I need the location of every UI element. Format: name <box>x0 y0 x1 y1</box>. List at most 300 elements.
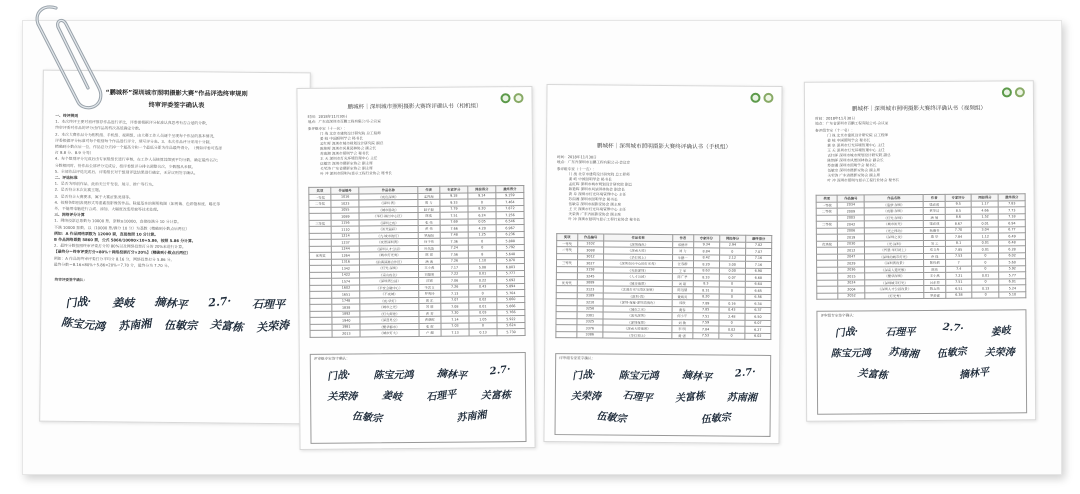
table-cell: 7.53 <box>692 332 718 339</box>
phone-sheet <box>543 84 782 444</box>
table-cell: 王小燕 <box>924 272 945 279</box>
phone-signature-area <box>555 353 772 437</box>
table-cell: 黄 强 <box>672 332 693 339</box>
table-cell: 2052 <box>838 292 865 299</box>
judge-entry: 姜 岐 中国照明学会 秘书长 <box>568 177 612 182</box>
table-cell: 汪春群 <box>672 261 693 268</box>
judge-entry: 关荣涛 广东省摄影家协会 副主席 <box>320 166 373 171</box>
handwritten-signature: 苏南湘 <box>117 317 152 334</box>
judge-entry: 门 战 北京市建筑设计研究院 总工程师 <box>568 172 630 177</box>
table-cell: 7.73 <box>998 207 1025 214</box>
table-cell: 6.51 <box>945 285 972 292</box>
table-cell: 5.660 <box>497 296 525 303</box>
table-cell: 2024 <box>838 279 865 286</box>
phone-judges <box>556 172 776 224</box>
judge-entry: 伍敏宗 深圳市摄影家协会 副主席 <box>827 168 881 173</box>
table-cell <box>556 331 577 338</box>
table-cell: 0.01 <box>972 220 999 227</box>
judge-entry: 门 战 北京市建筑设计研究院 总工程师 <box>319 131 381 136</box>
judge-entry: 叶 冲 深圳市照明与显示工程行业协会 秘书长 <box>320 171 392 176</box>
judge-entry: 关荣涛 广东省摄影家协会 副主席 <box>568 212 622 217</box>
table-cell: 6.967 <box>496 225 524 232</box>
table-cell: 0.01 <box>469 303 497 310</box>
table-cell: 9.14 <box>468 192 496 199</box>
rules-line: 2、本次大赛作品分为相机组、手机组、视频组，由大赛工作人员逐个呈现每个作品的基本情况， <box>55 131 218 139</box>
table-cell: 0.02 <box>719 326 745 333</box>
table-cell: 《前海深港合作区》 <box>360 258 418 265</box>
table-cell: 5.692 <box>497 277 525 284</box>
table-cell: 康 华 <box>924 233 945 240</box>
video-title: 鹏城杯｜深圳城市照明摄影大赛终评确认书（视频组） <box>851 105 987 113</box>
table-cell: 《灯光·深圳》 <box>360 264 418 271</box>
handwritten-signature: 陈宝元鸿 <box>618 370 659 382</box>
table-cell: 6.48 <box>999 239 1026 246</box>
table-cell: 《不夜城》 <box>360 290 418 297</box>
rules-signatures <box>55 294 295 341</box>
column-header: 专家评分 <box>440 186 468 193</box>
table-cell: 7.89 <box>693 300 719 307</box>
table-cell: 8.1 <box>945 240 972 247</box>
table-cell: 2019 <box>838 234 865 241</box>
column-header: 作品编号 <box>837 195 864 202</box>
table-cell: 5.766 <box>497 309 525 316</box>
column-header: 作品编号 <box>331 187 359 194</box>
table-cell: 二等奖 <box>816 208 837 215</box>
handwritten-signature: 关荣涛 <box>984 347 1015 359</box>
table-cell: 6.56 <box>745 294 771 301</box>
rules-subtitle: 终审评委签字确认表 <box>148 101 205 110</box>
column-header: 作者 <box>924 194 945 201</box>
table-cell: 《华灯初上》 <box>603 331 672 338</box>
table-cell: 《深圳·夜幕·深圳湾夜色》 <box>603 299 672 306</box>
handwritten-signature: 摘林平 <box>154 295 189 312</box>
phone-sign-label: 评审组专家签字确认： <box>559 356 596 361</box>
table-cell: 7.66 <box>440 225 468 232</box>
table-cell: 赵子毅 <box>418 206 440 213</box>
table-cell: 1055 <box>331 206 359 213</box>
table-cell: 《深圳的城市灯光》 <box>865 253 924 260</box>
table-cell: 8.20 <box>693 293 719 300</box>
video-judges <box>815 132 1029 183</box>
lighting-society-logo-icon <box>750 93 760 103</box>
handwritten-signature: 石理平 <box>885 327 916 339</box>
table-cell: 0 <box>972 265 999 272</box>
table-cell: 7.464 <box>496 199 524 206</box>
table-cell: 6.34 <box>745 300 771 307</box>
rules-body <box>54 113 304 271</box>
table-cell: 《九·城市的灯》 <box>359 232 417 239</box>
rules-line: 外，不能用电脑进行合成、添加、大幅度改变原貌等技术处理。 <box>54 205 161 212</box>
column-header: 网投得分 <box>719 235 745 242</box>
table-cell: 杨德书 <box>924 227 945 234</box>
table-cell: 1264 <box>332 252 360 259</box>
table-cell: 2012 <box>838 247 865 254</box>
table-cell: 6.68 <box>745 274 771 281</box>
table-cell: 《深南大道夜景》 <box>603 325 672 332</box>
video-signatures <box>822 322 1024 386</box>
video-place: 地点：广东省深圳市百鹏工程有限公司-会议室 <box>815 121 889 126</box>
table-cell <box>817 293 838 300</box>
handwritten-signature: 陈宝元鸿 <box>60 315 107 334</box>
table-cell: 牛鹏一 <box>672 254 693 261</box>
phone-logos <box>750 93 773 103</box>
table-cell: 0 <box>468 238 496 245</box>
table-cell: 2006 <box>838 227 865 234</box>
table-cell: 梁必成 <box>924 220 945 227</box>
table-cell: 0.01 <box>972 272 999 279</box>
column-header: 奖项 <box>816 195 837 202</box>
table-cell: 3089 <box>577 279 603 286</box>
table-cell: 0 <box>972 252 999 259</box>
table-cell: 0.43 <box>719 306 745 313</box>
table-cell: 优秀奖 <box>309 252 331 259</box>
camera-judges-heading: 参评组专家（十一名）： <box>307 126 348 131</box>
table-cell: 优秀奖 <box>556 279 577 286</box>
table-cell: 刘 超 <box>672 280 693 287</box>
table-cell: 7.51 <box>945 279 972 286</box>
table-cell: 8.3 <box>693 280 719 287</box>
table-cell: 0.16 <box>719 300 745 307</box>
column-header: 最终得分 <box>998 194 1025 201</box>
table-cell: 《繁华都市》 <box>360 323 418 330</box>
table-cell: 《深圳之夜》 <box>359 219 417 226</box>
handwritten-signature: 关富栋 <box>856 367 888 382</box>
judge-entry: 黄 阜 深圳市灯光环境管理中心 主任 <box>827 143 885 148</box>
table-cell: 5.894 <box>497 283 525 290</box>
camera-time: 时间：2018年11月30日 <box>307 114 348 119</box>
table-cell: 《深圳市民中心的灯光秀》 <box>603 260 672 267</box>
table-cell: 二等奖 <box>557 247 578 254</box>
table-cell: 3301 <box>577 312 603 319</box>
table-cell: 3256 <box>577 305 603 312</box>
judge-entry: 姜 岐 中国照明学会 秘书长 <box>827 138 871 143</box>
table-cell: 《光·深圳》 <box>864 240 923 247</box>
table-cell: 1602 <box>332 284 360 291</box>
rules-line: 5、全部作品评选完成后，评委组长对于组别评选结果进行确定，无异议则签字确认。 <box>54 168 198 176</box>
table-cell: 《深南大道》 <box>604 247 673 254</box>
table-cell: 1981 <box>332 323 360 330</box>
handwritten-signature: 关荣涛 <box>327 391 358 403</box>
table-cell: 5.92 <box>999 265 1026 272</box>
table-cell: 0.02 <box>469 296 497 303</box>
table-cell: 郑欣 <box>672 300 693 307</box>
rules-line: 精确到小数点后一位，作品总分去掉一个最高分和一个最低分即为作品最终得分。（例如评委可选择 <box>55 143 223 151</box>
table-cell: 三等奖 <box>816 221 837 228</box>
judge-entry: 门 战 北京市建筑设计研究院 总工程师 <box>827 133 889 138</box>
table-cell: 3102 <box>577 240 603 247</box>
table-cell: 1.12 <box>972 233 999 240</box>
handwritten-signature: 苏南湘 <box>888 346 919 361</box>
lighting-society-logo-icon <box>1002 87 1012 97</box>
table-cell: 1237 <box>332 239 360 246</box>
table-cell: 0.05 <box>468 218 496 225</box>
judge-entry: 伍敏宗 深圳市摄影家协会 副主席 <box>568 202 622 207</box>
video-sign-label: 评审组专家签字确认： <box>820 313 857 318</box>
table-cell: 《夜·华灯》 <box>360 297 418 304</box>
table-cell: 8.20 <box>693 261 719 268</box>
judge-entry: 叶 冲 深圳市照明与显示工程行业协会 秘书长 <box>568 217 641 222</box>
table-cell: 6.64 <box>745 281 771 288</box>
photo-board <box>22 20 1062 475</box>
judge-entry: 孟红晖 深圳市城市规划设计研究院 副总 <box>827 153 891 158</box>
table-cell: 1.25 <box>468 231 496 238</box>
judge-entry: 关荣涛 广东省摄影家协会 副主席 <box>827 173 881 178</box>
table-cell: 《深圳·湾》 <box>359 199 417 206</box>
table-cell: 6.803 <box>496 264 524 271</box>
table-cell: 7.51 <box>440 212 468 219</box>
table-cell: 1574 <box>332 278 360 285</box>
table-cell: 1214 <box>331 232 359 239</box>
table-cell: 8 <box>468 251 496 258</box>
table-cell: 3.00 <box>719 261 745 268</box>
table-cell: 9.33 <box>440 199 468 206</box>
table-cell: 6.37 <box>745 307 771 314</box>
table-cell: 3210 <box>577 299 603 306</box>
table-cell: 5.648 <box>496 251 524 258</box>
judge-entry: 黄 阜 深圳市灯光环境管理中心 主任 <box>568 192 626 197</box>
table-cell: 1.10 <box>468 257 496 264</box>
table-cell: 6.77 <box>999 226 1026 233</box>
table-cell: 《深圳夜色》 <box>604 240 673 247</box>
table-cell: 陈奕 <box>418 212 440 219</box>
rules-line: B 作品网络票数 5860 票，公式 5860/10000×10=5.86，按照 5.86 分计算。 <box>54 236 196 244</box>
table-cell: 3376 <box>577 325 603 332</box>
rules-line: 2、是否符合本次比赛主题。 <box>54 187 103 193</box>
handwritten-signature: 门战· <box>326 369 351 383</box>
table-cell: 7.24 <box>440 245 468 252</box>
table-cell: 0 <box>719 293 745 300</box>
column-header: 网投得分 <box>972 194 999 201</box>
phone-time: 时间：2018年11月30日 <box>556 155 597 160</box>
table-cell: 2009 <box>837 208 864 215</box>
column-header: 专家评分 <box>945 194 972 201</box>
video-time: 时间：2018年11月30日 <box>815 116 855 121</box>
table-cell: 8.63 <box>693 267 719 274</box>
judge-entry: 王 天 深圳市灯光环境管理中心 主任 <box>320 156 378 161</box>
table-cell: 5.624 <box>497 322 525 329</box>
table-cell: 2013 <box>332 330 360 337</box>
table-cell: 陈志伟 <box>924 285 945 292</box>
phone-place: 地点：广东省深圳市百鹏工程有限公司-会议室 <box>556 160 631 165</box>
table-row <box>310 329 525 337</box>
table-row <box>817 291 1026 299</box>
table-cell: 周 乐 <box>418 297 440 304</box>
table-cell: 3325 <box>577 318 603 325</box>
table-cell: 0.01 <box>468 270 496 277</box>
handwritten-signature: 关富栋 <box>480 390 511 402</box>
table-cell: 3088 <box>577 247 603 254</box>
table-cell: 一等奖 <box>816 202 837 209</box>
table-cell: 6.02 <box>745 333 771 340</box>
table-cell: 7.16 <box>745 261 771 268</box>
table-cell: 0 <box>972 291 999 298</box>
table-cell: 《华灯·福田中心区》 <box>359 212 417 219</box>
video-sheet <box>804 80 1036 422</box>
table-cell: 5.60 <box>999 259 1026 266</box>
table-cell: 刘 力 <box>672 248 693 255</box>
judge-entry: 王 天 深圳市灯光环境管理中心 主任 <box>827 148 885 153</box>
table-cell: 6.01 <box>999 278 1026 285</box>
table-cell: 7.03 <box>441 323 469 330</box>
table-cell: 0.07 <box>719 274 745 281</box>
table-cell: 刘楚明 <box>418 271 440 278</box>
table-cell: 《光之律动》 <box>864 227 923 234</box>
table-cell: 7.82 <box>745 242 771 249</box>
judge-entry: 苏南湘 深圳市照明学会 秘书长 <box>319 151 370 156</box>
column-header: 作品名称 <box>604 234 673 241</box>
handwritten-signature: 伍敏宗 <box>351 411 383 425</box>
table-cell: 2015 <box>838 273 865 280</box>
table-cell: 0 <box>468 199 496 206</box>
table-cell: 《城市脉动》 <box>359 206 417 213</box>
table-cell: 张 辉 <box>419 323 441 330</box>
rules-line: 一、终评规则 <box>55 112 79 118</box>
table-cell: 0.03 <box>469 309 497 316</box>
table-cell: 0 <box>719 332 745 339</box>
table-cell: 黄华清 <box>924 207 945 214</box>
video-judges-heading: 参评组专家（十一名）： <box>815 128 855 133</box>
table-cell: 梁必成 <box>924 201 945 208</box>
table-cell: 0.00 <box>719 267 745 274</box>
table-cell: 《深圳·湾》 <box>603 292 672 299</box>
table-cell: 《城市灯光秀》 <box>360 251 418 258</box>
table-cell: 6.90 <box>745 268 771 275</box>
table-cell: 7.48 <box>440 232 468 239</box>
judge-entry: 孟红晖 深圳市城市规划设计研究院 副总 <box>319 141 384 146</box>
column-header: 奖项 <box>557 234 578 241</box>
camera-results-table <box>308 185 525 337</box>
table-cell: 陈远慧 <box>672 287 693 294</box>
table-cell: 潘 海 <box>418 258 440 265</box>
rules-line: 1、本次终评主要对初评推荐作品进行评比，评委需根据评分标准认真思考有否合适的分数， <box>55 118 210 126</box>
handwritten-signature: 摘林平 <box>436 368 468 383</box>
table-cell: 3189 <box>577 292 603 299</box>
table-cell: 陈伟炳 <box>924 259 945 266</box>
handwritten-signature: 苏南湘 <box>455 409 488 425</box>
table-cell: 叶凤英 <box>418 245 440 252</box>
judge-entry: 陈艳晖 深圳市风景园林协会 副会长 <box>827 158 884 163</box>
table-cell: 《城市夜景》 <box>603 279 672 286</box>
rules-line: 分数相同时，待作品全部评分完成后，按评委组评分排名调整名次，少数服从多数。 <box>54 162 196 169</box>
table-cell: 5.10 <box>999 291 1026 298</box>
table-cell: 7.59 <box>692 319 718 326</box>
table-cell: 3.04 <box>972 226 999 233</box>
table-cell: 7.256 <box>496 212 524 219</box>
table-cell: 乔 保 <box>924 253 945 260</box>
table-cell: 2.12 <box>719 254 745 261</box>
camera-place: 地点：广东省深圳市百鹏工程有限公司-会议室 <box>307 119 381 124</box>
judge-entry: 陈艳晖 深圳市风景园林协会 副会长 <box>319 146 377 151</box>
judge-entry: 苏南湘 深圳市照明学会 秘书长 <box>568 197 618 202</box>
column-header: 最终得分 <box>496 186 524 193</box>
phone-title: 鹏城杯｜深圳城市照明摄影大赛终评确认书（手机组） <box>596 143 732 151</box>
table-cell: 7.26 <box>441 284 469 291</box>
judge-entry: 王 天 深圳市灯光环境管理中心 主任 <box>568 207 626 212</box>
table-row <box>556 331 771 339</box>
organizer-logo-icon <box>763 93 773 103</box>
table-cell: 优秀奖 <box>816 241 837 248</box>
table-cell: 8.31 <box>693 287 719 294</box>
table-cell: 《灯火辉煌》 <box>360 310 418 317</box>
table-cell: 5.77 <box>999 272 1026 279</box>
column-header: 最终得分 <box>745 235 771 242</box>
table-cell: 6.65 <box>745 287 771 294</box>
table-cell: 罗海阳 <box>418 232 440 239</box>
table-cell: 9.18 <box>440 193 468 200</box>
table-cell: 7.36 <box>440 238 468 245</box>
handwritten-signature: 门战· <box>834 326 860 340</box>
rules-line: 3、是否符合大赛要求，属于大赛征集类别等。 <box>54 193 133 200</box>
rules-line: 1、网络投票总票数为 10000 票，票数≥10000，直接按满分 10 分计算。 <box>54 218 182 225</box>
table-cell: 7.07 <box>745 248 771 255</box>
table-cell: 8.67 <box>945 220 972 227</box>
table-cell: 1110 <box>331 226 359 233</box>
handwritten-signature: 门战· <box>65 294 93 311</box>
camera-sign-label: 评审组专家签字确认： <box>313 356 350 361</box>
handwritten-signature: 伍敏宗 <box>164 318 198 333</box>
table-cell: 6.546 <box>496 218 524 225</box>
table-cell: 《灯光秀》 <box>865 292 924 299</box>
table-cell: 潘 展 <box>924 214 945 221</box>
table-cell: 刘 敏 <box>672 319 693 326</box>
rules-line: 三、网络评分计算 <box>54 211 85 218</box>
table-cell: 1023 <box>331 200 359 207</box>
table-cell: 一等奖 <box>309 194 331 201</box>
table-cell: 4.66 <box>972 207 999 214</box>
table-cell: 《深圳人才公园》 <box>360 245 418 252</box>
column-header: 作者 <box>672 235 693 242</box>
table-cell: 《智慧·华灯初上》 <box>865 246 924 253</box>
table-cell: 吕东春 <box>924 279 945 286</box>
table-cell: 《灯光·深圳》 <box>864 214 923 221</box>
rules-line: 打 8.8 分、8.9 分等） <box>54 149 94 156</box>
table-cell: 沈锡 <box>418 277 440 284</box>
table-cell: 7.79 <box>440 206 468 213</box>
rules-line: 例如：A 作品网络票数为 12000 票，直接按照 10 分计算。 <box>54 230 159 237</box>
handwritten-signature: 关富栋 <box>209 317 244 335</box>
handwritten-signature: 石理平 <box>426 389 458 404</box>
table-cell: 0 <box>719 319 745 326</box>
table-cell: 9.159 <box>496 192 524 199</box>
table-cell: 2004 <box>838 286 865 293</box>
table-cell: 0 <box>469 322 497 329</box>
table-cell: 1342 <box>332 265 360 272</box>
table-cell: 7.84 <box>692 326 718 333</box>
rules-line: 1、是否为原创作品，此前无公开发表、展示、推广等行为。 <box>54 180 156 188</box>
table-cell: 1748 <box>332 297 360 304</box>
handwritten-signature: 关富栋 <box>674 390 706 405</box>
judge-entry: 伍敏宗 深圳市摄影家协会 副主席 <box>320 161 373 166</box>
table-cell: 0 <box>719 287 745 294</box>
table-cell: 《深圳之夜》 <box>864 233 923 240</box>
table-cell: 王 军 <box>672 267 693 274</box>
table-cell: 5.922 <box>497 316 525 323</box>
table-cell: 1.17 <box>972 200 999 207</box>
handwritten-signature: 2.7· <box>489 364 512 378</box>
rules-line: 不满 10000 票数，以（10000 票/满分 10 分）为基数（精确到小数点后两位） <box>54 224 190 231</box>
column-header: 作品名称 <box>864 194 923 201</box>
table-cell: 《城市流光》 <box>864 220 923 227</box>
table-cell: 一等奖 <box>557 240 578 247</box>
handwritten-signature: 关荣涛 <box>570 391 601 403</box>
judge-entry: 叶 冲 深圳市照明与显示工程行业协会 秘书长 <box>827 178 900 183</box>
judge-entry: 姜 岐 中国照明学会 秘书长 <box>319 136 363 141</box>
table-cell: 《深蓝星空》 <box>360 316 418 323</box>
table-cell: 2.48 <box>719 313 745 320</box>
table-cell: 2047 <box>838 253 865 260</box>
table-cell: 7.56 <box>440 251 468 258</box>
table-cell: 《平安金融中心》 <box>360 284 418 291</box>
